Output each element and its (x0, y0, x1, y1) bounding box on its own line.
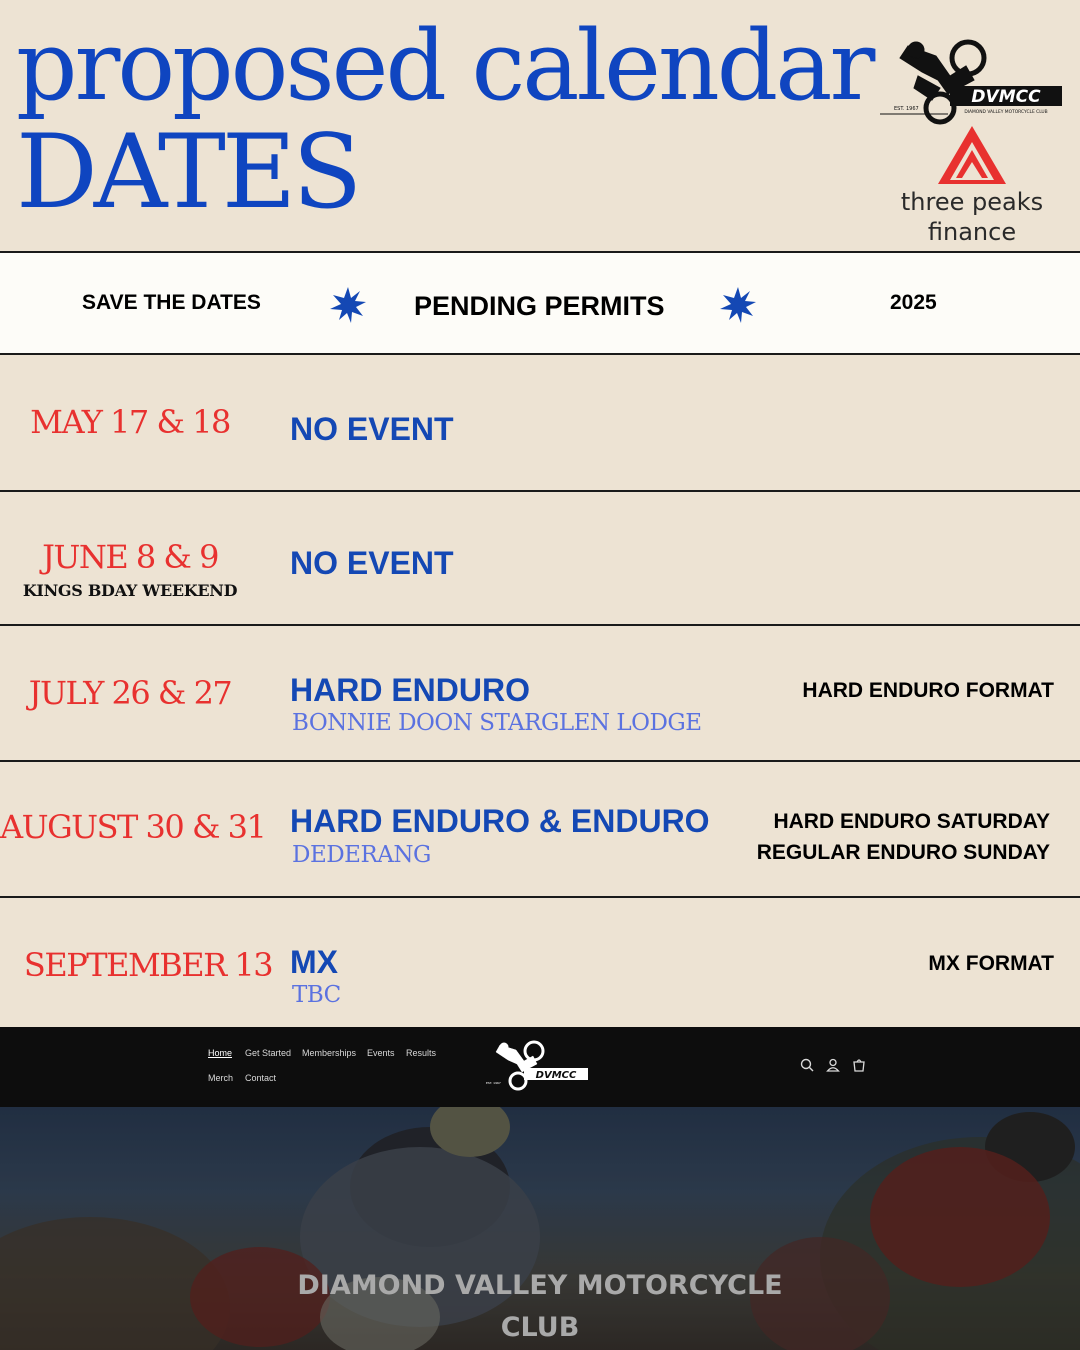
website-logo-name: DVMCC (535, 1070, 577, 1081)
club-logo-subtitle: DIAMOND VALLEY MOTORCYCLE CLUB (964, 110, 1048, 115)
event-row (0, 355, 1080, 492)
page-title: proposed calendar (16, 10, 873, 122)
event-format-note: REGULAR ENDURO SUNDAY (756, 841, 1050, 864)
sponsor-name-line1: three peaks (900, 188, 1044, 216)
website-logo[interactable] (484, 1039, 590, 1095)
event-format-note: HARD ENDURO SATURDAY (773, 810, 1050, 833)
website-hero-image (0, 1107, 1080, 1350)
club-logo (878, 36, 1064, 132)
save-the-dates-banner (0, 251, 1080, 355)
motocross-rider-icon (496, 1042, 543, 1089)
event-name: MX (290, 944, 338, 980)
event-name: HARD ENDURO (290, 672, 530, 708)
page-title-dates: DATES (16, 113, 359, 232)
search-icon[interactable] (799, 1057, 815, 1073)
event-row (0, 492, 1080, 626)
event-date: MAY 17 & 18 (30, 403, 230, 441)
website-logo-est: EST. 1967 (486, 1081, 501, 1085)
star-burst-icon (720, 287, 756, 323)
cart-icon[interactable] (851, 1057, 867, 1073)
event-row (0, 626, 1080, 762)
hero-title (0, 1265, 1080, 1349)
event-row (0, 898, 1080, 1027)
event-venue: BONNIE DOON STARGLEN LODGE (292, 710, 702, 736)
account-icon[interactable] (825, 1057, 841, 1073)
triangle-peaks-icon (936, 124, 1008, 186)
nav-link-home[interactable]: Home (208, 1048, 233, 1058)
event-date: AUGUST 30 & 31 (0, 808, 266, 846)
nav-link-results[interactable]: Results (406, 1048, 437, 1058)
event-name: NO EVENT (290, 545, 454, 581)
nav-link-events[interactable]: Events (367, 1048, 395, 1058)
hero-title-line1: DIAMOND VALLEY MOTORCYCLE (297, 1270, 783, 1301)
nav-link-merch[interactable]: Merch (208, 1073, 234, 1083)
banner-pending-permits: PENDING PERMITS (414, 291, 665, 321)
event-date-note: KINGS BDAY WEEKEND (22, 581, 238, 600)
sponsor-logo (890, 124, 1054, 246)
sponsor-name-line2: finance (927, 218, 1017, 246)
club-logo-name: DVMCC (971, 87, 1041, 107)
event-venue: TBC (292, 982, 341, 1008)
event-date: JULY 26 & 27 (28, 674, 232, 712)
event-venue: DEDERANG (292, 842, 431, 868)
event-format-note: HARD ENDURO FORMAT (802, 679, 1054, 702)
website-header (0, 1027, 1080, 1107)
nav-link-contact[interactable]: Contact (245, 1073, 277, 1083)
event-format-note: MX FORMAT (928, 952, 1054, 975)
nav-link-memberships[interactable]: Memberships (302, 1048, 357, 1058)
star-burst-icon (330, 287, 366, 323)
event-row (0, 762, 1080, 898)
event-name: NO EVENT (290, 411, 454, 447)
hero-title-line2: CLUB (500, 1312, 580, 1343)
club-logo-est: EST. 1967 (894, 106, 919, 112)
event-name: HARD ENDURO & ENDURO (290, 803, 710, 839)
nav-link-get-started[interactable]: Get Started (245, 1048, 292, 1058)
event-date: JUNE 8 & 9 (42, 538, 218, 576)
banner-year: 2025 (890, 291, 937, 314)
banner-save-the-dates: SAVE THE DATES (82, 291, 261, 314)
event-date: SEPTEMBER 13 (23, 946, 273, 984)
